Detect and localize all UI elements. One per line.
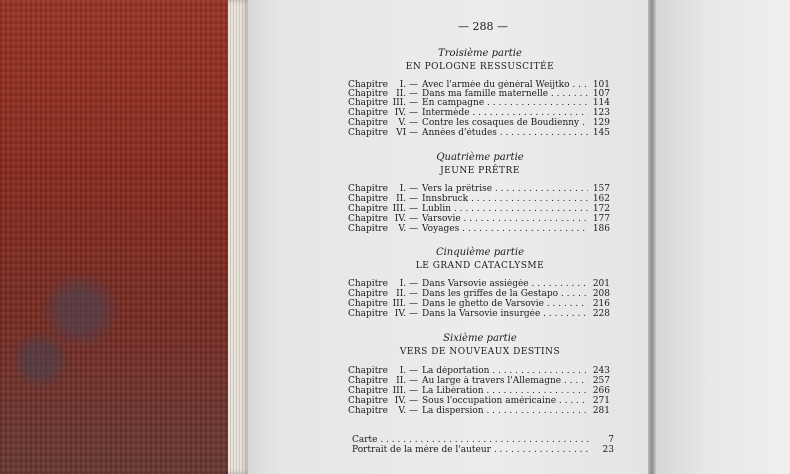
chapter-page: 208 — [592, 289, 610, 299]
extra-page: 7 — [608, 435, 614, 445]
chapter-word: Chapitre — [348, 128, 388, 138]
chapter-number: III. — — [392, 299, 418, 309]
toc-row — [348, 224, 610, 234]
toc-row — [348, 279, 610, 289]
chapter-title: Dans le ghetto de Varsovie . . . — [422, 299, 588, 309]
chapter-page: 266 — [592, 386, 610, 396]
chapter-number: VI — — [396, 128, 418, 138]
chapter-title: Sous l'occupation américaine . . . — [422, 396, 588, 406]
toc-row — [348, 108, 610, 118]
toc-extra-row — [352, 435, 614, 445]
chapter-page: 281 — [592, 406, 610, 416]
chapter-page: 101 — [592, 80, 610, 90]
chapter-word: Chapitre — [348, 214, 388, 224]
chapter-number: II. — — [396, 376, 418, 386]
chapter-number: IV. — — [394, 396, 418, 406]
toc-row — [348, 289, 610, 299]
toc-row — [348, 118, 610, 128]
chapter-word: Chapitre — [348, 224, 388, 234]
chapter-word: Chapitre — [348, 204, 388, 214]
chapter-number: V. — — [398, 118, 418, 128]
chapter-number: III. — — [392, 98, 418, 108]
chapter-title: Dans Varsovie assiégée . . . — [422, 279, 588, 289]
toc-row — [348, 194, 610, 204]
chapter-word: Chapitre — [348, 366, 388, 376]
chapter-word: Chapitre — [348, 118, 388, 128]
chapter-word: Chapitre — [348, 309, 388, 319]
chapter-number: V. — — [398, 224, 418, 234]
chapter-word: Chapitre — [348, 108, 388, 118]
chapter-title: Varsovie . . . — [422, 214, 588, 224]
chapter-page: 157 — [592, 184, 610, 194]
part-label: Cinquième partie — [435, 247, 525, 258]
chapter-word: Chapitre — [348, 80, 388, 90]
chapter-number: I. — — [399, 366, 418, 376]
toc-extra-row — [352, 445, 614, 455]
chapter-number: I. — — [399, 279, 418, 289]
part-label: Quatrième partie — [436, 152, 524, 163]
chapter-number: IV. — — [394, 214, 418, 224]
chapter-page: 186 — [592, 224, 610, 234]
chapter-word: Chapitre — [348, 279, 388, 289]
chapter-title: Dans ma famille maternelle . . . — [422, 89, 588, 99]
chapter-page: 228 — [592, 309, 610, 319]
toc-row — [348, 386, 610, 396]
toc-row — [348, 366, 610, 376]
part-label: Sixième partie — [443, 333, 517, 344]
chapter-page: 257 — [592, 376, 610, 386]
part-title: LE GRAND CATACLYSME — [415, 261, 545, 271]
chapter-page: 129 — [592, 118, 610, 128]
chapter-word: Chapitre — [348, 299, 388, 309]
chapter-number: II. — — [396, 89, 418, 99]
chapter-page: 172 — [592, 204, 610, 214]
chapter-number: II. — — [396, 194, 418, 204]
chapter-page: 216 — [592, 299, 610, 309]
extra-title: Portrait de la mère de l'auteur . . . — [352, 445, 590, 455]
chapter-page: 162 — [592, 194, 610, 204]
chapter-word: Chapitre — [348, 386, 388, 396]
chapter-word: Chapitre — [348, 194, 388, 204]
chapter-title: Innsbruck . . . — [422, 194, 588, 204]
extra-page: 23 — [602, 445, 614, 455]
chapter-page: 201 — [592, 279, 610, 289]
toc-row — [348, 299, 610, 309]
chapter-page: 243 — [592, 366, 610, 376]
chapter-title: Dans la Varsovie insurgée . . . — [422, 309, 588, 319]
chapter-title: En campagne . . . — [422, 98, 588, 108]
chapter-title: Intermède . . . — [422, 108, 588, 118]
toc-row — [348, 376, 610, 386]
chapter-page: 177 — [592, 214, 610, 224]
chapter-word: Chapitre — [348, 98, 388, 108]
chapter-number: I. — — [399, 184, 418, 194]
chapter-page: 271 — [592, 396, 610, 406]
chapter-number: III. — — [392, 204, 418, 214]
page-number: — 288 — — [458, 20, 508, 33]
chapter-title: Avec l'armée du général Weijtko . . . — [422, 80, 588, 90]
toc-row — [348, 309, 610, 319]
chapter-title: Lublin . . . — [422, 204, 588, 214]
toc-row — [348, 128, 610, 138]
chapter-number: IV. — — [394, 108, 418, 118]
chapter-word: Chapitre — [348, 89, 388, 99]
toc-row — [348, 204, 610, 214]
chapter-word: Chapitre — [348, 376, 388, 386]
toc-row — [348, 406, 610, 416]
toc-row — [348, 214, 610, 224]
chapter-title: Années d'études . . . — [422, 128, 588, 138]
chapter-title: La dispersion . . . — [422, 406, 588, 416]
toc-row — [348, 396, 610, 406]
chapter-number: III. — — [392, 386, 418, 396]
chapter-title: La Libération . . . — [422, 386, 588, 396]
chapter-page: 123 — [592, 108, 610, 118]
chapter-page: 114 — [592, 98, 610, 108]
toc-row — [348, 184, 610, 194]
chapter-title: La déportation . . . — [422, 366, 588, 376]
part-title: JEUNE PRÊTRE — [440, 166, 520, 176]
chapter-title: Voyages . . . — [422, 224, 588, 234]
chapter-number: V. — — [398, 406, 418, 416]
chapter-word: Chapitre — [348, 184, 388, 194]
chapter-word: Chapitre — [348, 396, 388, 406]
chapter-word: Chapitre — [348, 289, 388, 299]
part-title: EN POLOGNE RESSUSCITÉE — [405, 62, 555, 72]
extra-title: Carte . . . — [352, 435, 590, 445]
chapter-number: II. — — [396, 289, 418, 299]
chapter-word: Chapitre — [348, 406, 388, 416]
chapter-title: Dans les griffes de la Gestapo . . . — [422, 289, 588, 299]
chapter-title: Vers la prêtrise . . . — [422, 184, 588, 194]
chapter-title: Contre les cosaques de Boudienny . . . — [422, 118, 588, 128]
chapter-page: 145 — [592, 128, 610, 138]
chapter-page: 107 — [592, 89, 610, 99]
part-title: VERS DE NOUVEAUX DESTINS — [399, 347, 561, 357]
toc-row — [348, 98, 610, 108]
part-label: Troisième partie — [438, 48, 522, 59]
chapter-number: I. — — [399, 80, 418, 90]
chapter-number: IV. — — [394, 309, 418, 319]
chapter-title: Au large à travers l'Allemagne . . . — [422, 376, 588, 386]
